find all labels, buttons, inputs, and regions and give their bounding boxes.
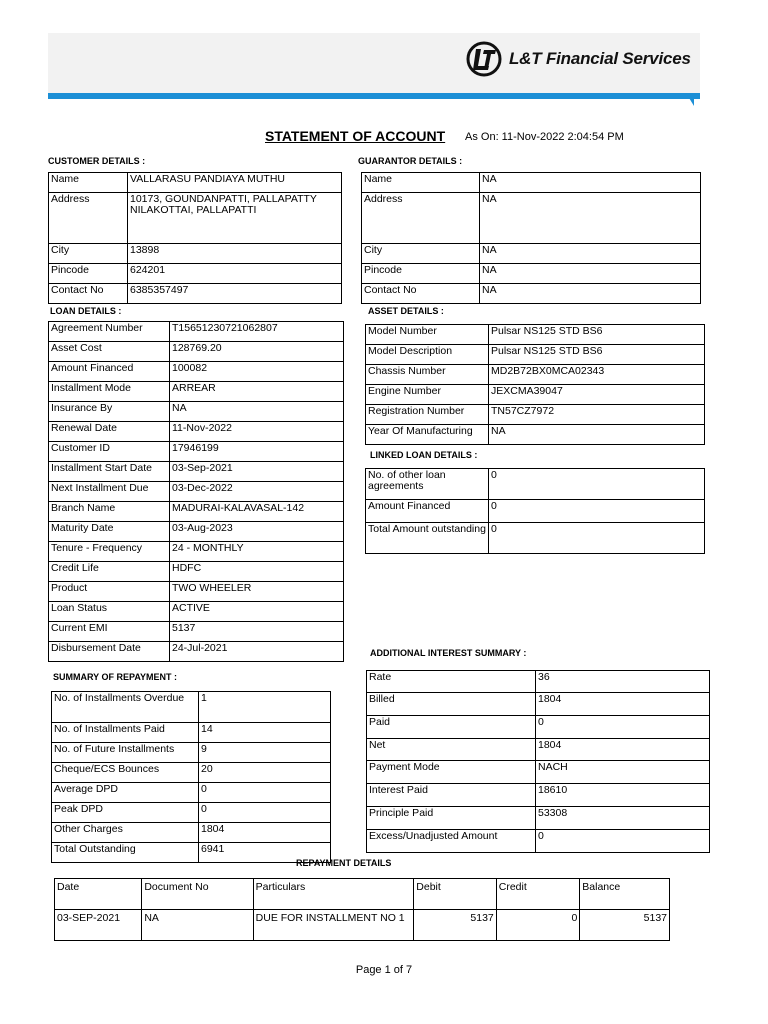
field-value: HDFC bbox=[170, 562, 344, 582]
guarantor-details-table bbox=[361, 172, 701, 304]
table-row bbox=[52, 843, 331, 863]
field-label: No. of Installments Overdue bbox=[52, 692, 199, 723]
field-value: MD2B72BX0MCA02343 bbox=[489, 365, 705, 385]
table-cell: NA bbox=[142, 910, 253, 941]
field-label: Year Of Manufacturing bbox=[366, 425, 489, 445]
table-row bbox=[49, 462, 344, 482]
summary-repayment-heading: SUMMARY OF REPAYMENT : bbox=[53, 672, 178, 682]
brand-name: L&T Financial Services bbox=[509, 49, 691, 68]
additional-interest-heading: ADDITIONAL INTEREST SUMMARY : bbox=[370, 648, 527, 658]
field-label: Name bbox=[362, 173, 480, 193]
table-row bbox=[49, 542, 344, 562]
asset-details-heading: ASSET DETAILS : bbox=[368, 306, 444, 316]
table-row bbox=[362, 244, 701, 264]
field-label: Model Description bbox=[366, 345, 489, 365]
table-row bbox=[366, 405, 705, 425]
column-header: Balance bbox=[580, 879, 670, 910]
field-value: 03-Aug-2023 bbox=[170, 522, 344, 542]
additional-interest-table bbox=[366, 670, 710, 853]
field-label: Total Outstanding bbox=[52, 843, 199, 863]
field-label: Agreement Number bbox=[49, 322, 170, 342]
table-cell: 5137 bbox=[580, 910, 670, 941]
field-label: City bbox=[362, 244, 480, 264]
table-row bbox=[367, 830, 710, 853]
table-row bbox=[362, 173, 701, 193]
field-label: Payment Mode bbox=[367, 761, 536, 784]
field-label: Contact No bbox=[362, 284, 480, 304]
field-label: Billed bbox=[367, 693, 536, 716]
table-cell: DUE FOR INSTALLMENT NO 1 bbox=[253, 910, 414, 941]
column-header: Document No bbox=[142, 879, 253, 910]
table-row bbox=[367, 761, 710, 784]
table-row bbox=[49, 642, 344, 662]
table-row bbox=[362, 193, 701, 244]
table-row bbox=[367, 693, 710, 716]
table-row bbox=[49, 482, 344, 502]
table-row bbox=[49, 402, 344, 422]
table-row bbox=[362, 264, 701, 284]
field-label: Installment Start Date bbox=[49, 462, 170, 482]
field-value: 5137 bbox=[170, 622, 344, 642]
table-row bbox=[52, 743, 331, 763]
table-row bbox=[49, 422, 344, 442]
field-label: No. of other loan agreements bbox=[366, 469, 489, 500]
accent-bar-tail bbox=[686, 93, 694, 106]
field-value: 624201 bbox=[128, 264, 342, 284]
field-label: Asset Cost bbox=[49, 342, 170, 362]
field-label: Address bbox=[49, 193, 128, 244]
field-value: 0 bbox=[489, 469, 705, 500]
repayment-details-heading: REPAYMENT DETAILS bbox=[296, 858, 392, 868]
field-value: 128769.20 bbox=[170, 342, 344, 362]
field-value: 6385357497 bbox=[128, 284, 342, 304]
field-label: Pincode bbox=[362, 264, 480, 284]
table-row bbox=[367, 784, 710, 807]
table-cell: 5137 bbox=[414, 910, 496, 941]
field-value: NA bbox=[480, 244, 701, 264]
field-value: T15651230721062807 bbox=[170, 322, 344, 342]
field-label: Name bbox=[49, 173, 128, 193]
table-row bbox=[366, 365, 705, 385]
field-label: Engine Number bbox=[366, 385, 489, 405]
field-label: Interest Paid bbox=[367, 784, 536, 807]
field-label: Address bbox=[362, 193, 480, 244]
field-label: Excess/Unadjusted Amount bbox=[367, 830, 536, 853]
field-value: 0 bbox=[489, 500, 705, 523]
table-row bbox=[49, 362, 344, 382]
field-label: Principle Paid bbox=[367, 807, 536, 830]
field-value: 11-Nov-2022 bbox=[170, 422, 344, 442]
field-value: 1804 bbox=[199, 823, 331, 843]
table-row bbox=[49, 582, 344, 602]
brand-logo bbox=[465, 40, 691, 78]
table-row bbox=[367, 807, 710, 830]
field-label: Contact No bbox=[49, 284, 128, 304]
field-value: NACH bbox=[536, 761, 710, 784]
table-row bbox=[52, 803, 331, 823]
field-label: Renewal Date bbox=[49, 422, 170, 442]
field-label: Pincode bbox=[49, 264, 128, 284]
field-value: ARREAR bbox=[170, 382, 344, 402]
summary-repayment-table bbox=[51, 691, 331, 863]
table-row bbox=[52, 763, 331, 783]
loan-details-table bbox=[48, 321, 344, 662]
field-value: NA bbox=[480, 173, 701, 193]
field-label: City bbox=[49, 244, 128, 264]
field-label: Paid bbox=[367, 716, 536, 739]
accent-bar bbox=[48, 93, 700, 99]
field-value: 53308 bbox=[536, 807, 710, 830]
field-label: Average DPD bbox=[52, 783, 199, 803]
field-value: NA bbox=[170, 402, 344, 422]
field-label: Cheque/ECS Bounces bbox=[52, 763, 199, 783]
table-row bbox=[49, 342, 344, 362]
table-row bbox=[55, 910, 670, 941]
field-label: Maturity Date bbox=[49, 522, 170, 542]
table-row bbox=[49, 284, 342, 304]
field-label: Amount Financed bbox=[366, 500, 489, 523]
field-label: Net bbox=[367, 739, 536, 761]
linked-loan-table bbox=[365, 468, 705, 554]
field-label: No. of Installments Paid bbox=[52, 723, 199, 743]
field-label: Customer ID bbox=[49, 442, 170, 462]
table-row bbox=[52, 823, 331, 843]
field-label: Tenure - Frequency bbox=[49, 542, 170, 562]
field-label: Installment Mode bbox=[49, 382, 170, 402]
field-value: 0 bbox=[489, 523, 705, 554]
field-value: 1804 bbox=[536, 739, 710, 761]
field-value: 36 bbox=[536, 671, 710, 693]
field-value: NA bbox=[480, 264, 701, 284]
field-value: 24 - MONTHLY bbox=[170, 542, 344, 562]
table-row bbox=[49, 382, 344, 402]
table-row bbox=[367, 716, 710, 739]
field-value: 1804 bbox=[536, 693, 710, 716]
table-row bbox=[49, 264, 342, 284]
field-value: 03-Dec-2022 bbox=[170, 482, 344, 502]
column-header: Credit bbox=[496, 879, 580, 910]
field-label: Other Charges bbox=[52, 823, 199, 843]
field-value: 03-Sep-2021 bbox=[170, 462, 344, 482]
field-value: JEXCMA39047 bbox=[489, 385, 705, 405]
field-value: 0 bbox=[536, 830, 710, 853]
table-row bbox=[366, 469, 705, 500]
page-number: Page 1 of 7 bbox=[355, 964, 413, 976]
field-value: ACTIVE bbox=[170, 602, 344, 622]
field-value: 1 bbox=[199, 692, 331, 723]
table-cell: 03-SEP-2021 bbox=[55, 910, 142, 941]
table-row bbox=[367, 739, 710, 761]
field-label: Rate bbox=[367, 671, 536, 693]
table-row bbox=[49, 244, 342, 264]
table-header-row bbox=[55, 879, 670, 910]
table-row bbox=[366, 325, 705, 345]
table-row bbox=[366, 425, 705, 445]
field-label: Amount Financed bbox=[49, 362, 170, 382]
field-label: Total Amount outstanding bbox=[366, 523, 489, 554]
guarantor-details-heading: GUARANTOR DETAILS : bbox=[358, 156, 463, 166]
table-row bbox=[49, 622, 344, 642]
field-label: Insurance By bbox=[49, 402, 170, 422]
table-row bbox=[49, 173, 342, 193]
table-row bbox=[49, 602, 344, 622]
field-label: Product bbox=[49, 582, 170, 602]
field-label: Model Number bbox=[366, 325, 489, 345]
table-row bbox=[367, 671, 710, 693]
field-value: 9 bbox=[199, 743, 331, 763]
table-row bbox=[49, 322, 344, 342]
field-value: NA bbox=[489, 425, 705, 445]
table-cell: 0 bbox=[496, 910, 580, 941]
field-label: Next Installment Due bbox=[49, 482, 170, 502]
column-header: Debit bbox=[414, 879, 496, 910]
field-label: Branch Name bbox=[49, 502, 170, 522]
customer-details-heading: CUSTOMER DETAILS : bbox=[48, 156, 146, 166]
field-value: 20 bbox=[199, 763, 331, 783]
field-value: VALLARASU PANDIAYA MUTHU bbox=[128, 173, 342, 193]
column-header: Particulars bbox=[253, 879, 414, 910]
page-title: STATEMENT OF ACCOUNT bbox=[265, 128, 446, 144]
customer-details-table bbox=[48, 172, 342, 304]
repayment-details-table bbox=[54, 878, 670, 941]
field-value: 0 bbox=[536, 716, 710, 739]
table-row bbox=[362, 284, 701, 304]
field-value: 10173, GOUNDANPATTI, PALLAPATTY NILAKOTTAI, PALLAPATTI bbox=[128, 193, 342, 244]
table-row bbox=[52, 783, 331, 803]
table-row bbox=[49, 522, 344, 542]
table-row bbox=[49, 502, 344, 522]
as-on-timestamp: As On: 11-Nov-2022 2:04:54 PM bbox=[465, 131, 624, 143]
field-value: 18610 bbox=[536, 784, 710, 807]
field-label: Disbursement Date bbox=[49, 642, 170, 662]
table-row bbox=[366, 345, 705, 365]
field-value: MADURAI-KALAVASAL-142 bbox=[170, 502, 344, 522]
asset-details-table bbox=[365, 324, 705, 445]
field-value: NA bbox=[480, 193, 701, 244]
field-value: 14 bbox=[199, 723, 331, 743]
field-label: Credit Life bbox=[49, 562, 170, 582]
loan-details-heading: LOAN DETAILS : bbox=[50, 306, 122, 316]
table-row bbox=[49, 442, 344, 462]
field-label: Registration Number bbox=[366, 405, 489, 425]
field-value: TN57CZ7972 bbox=[489, 405, 705, 425]
field-value: 24-Jul-2021 bbox=[170, 642, 344, 662]
field-value: 100082 bbox=[170, 362, 344, 382]
table-row bbox=[52, 723, 331, 743]
linked-loan-heading: LINKED LOAN DETAILS : bbox=[370, 450, 478, 460]
table-row bbox=[366, 523, 705, 554]
field-value: 13898 bbox=[128, 244, 342, 264]
field-value: Pulsar NS125 STD BS6 bbox=[489, 325, 705, 345]
table-row bbox=[366, 500, 705, 523]
column-header: Date bbox=[55, 879, 142, 910]
field-label: Peak DPD bbox=[52, 803, 199, 823]
field-label: Current EMI bbox=[49, 622, 170, 642]
table-row bbox=[366, 385, 705, 405]
field-value: Pulsar NS125 STD BS6 bbox=[489, 345, 705, 365]
field-value: 6941 bbox=[199, 843, 331, 863]
field-label: No. of Future Installments bbox=[52, 743, 199, 763]
field-value: TWO WHEELER bbox=[170, 582, 344, 602]
field-value: NA bbox=[480, 284, 701, 304]
field-value: 0 bbox=[199, 803, 331, 823]
field-label: Loan Status bbox=[49, 602, 170, 622]
field-value: 17946199 bbox=[170, 442, 344, 462]
lt-logo-icon bbox=[465, 40, 503, 78]
table-row bbox=[49, 562, 344, 582]
table-row bbox=[49, 193, 342, 244]
field-label: Chassis Number bbox=[366, 365, 489, 385]
field-value: 0 bbox=[199, 783, 331, 803]
table-row bbox=[52, 692, 331, 723]
